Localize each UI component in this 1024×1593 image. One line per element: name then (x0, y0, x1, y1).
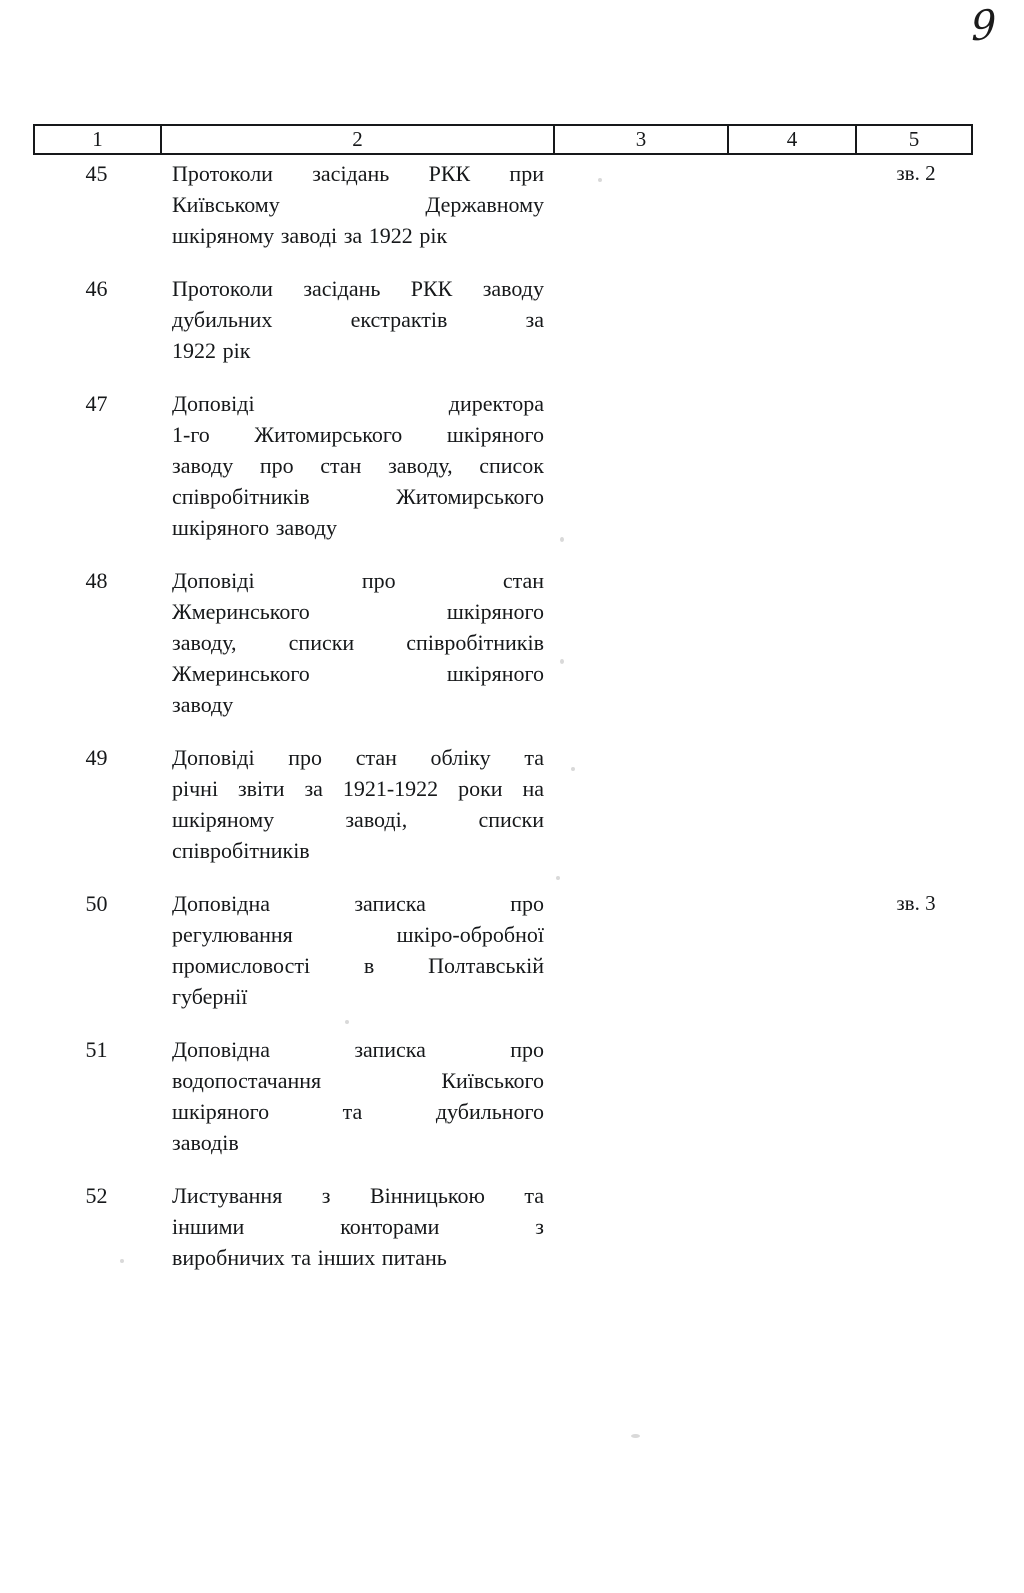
entry-title-word: шкіряного (446, 661, 544, 686)
entry-title-word: записка (354, 1037, 426, 1062)
entry-title-line (172, 689, 544, 720)
inventory-entry (33, 1034, 973, 1158)
entry-title-word: та (342, 1099, 363, 1124)
entry-number: 50 (85, 891, 108, 916)
entry-title-word: звіти (237, 776, 285, 801)
entry-title-line (172, 835, 544, 866)
entry-title-word: рік (222, 338, 251, 363)
entry-title-word: заводу (172, 453, 234, 478)
entry-title-line (172, 1034, 544, 1065)
entry-title-word: Доповідна (172, 1037, 271, 1062)
entry-title-line (172, 565, 544, 596)
entry-title-line (172, 512, 544, 543)
entry-title-word: заводу, (388, 453, 453, 478)
entry-title-line (172, 450, 544, 481)
entry-title-word: записка (354, 891, 426, 916)
entry-title-line (172, 158, 544, 189)
entry-title-word: Житомирського (396, 484, 544, 509)
entry-title-word: стан (502, 568, 544, 593)
entry-title (172, 158, 544, 251)
entry-title-line (172, 220, 544, 251)
entry-title-word: за (525, 307, 544, 332)
entry-title-word: списки (478, 807, 544, 832)
entry-title-word: 1922 (172, 338, 216, 363)
inventory-entry (33, 388, 973, 543)
entry-number: 47 (85, 391, 108, 416)
entry-title-line (172, 1211, 544, 1242)
entry-title-word: про (361, 568, 396, 593)
entry-title-word: річні (172, 776, 219, 801)
entry-number: 51 (85, 1037, 108, 1062)
entry-title-word: Листування (172, 1183, 283, 1208)
entry-title-word: шкіряного (446, 599, 544, 624)
entry-title-word: співробітників (172, 838, 310, 863)
entry-title-word: заводу (172, 692, 234, 717)
entry-title-word: інших (317, 1245, 376, 1270)
entry-title-word: заводі, (345, 807, 408, 832)
entry-title-word: з (535, 1214, 544, 1239)
entry-title (172, 565, 544, 720)
entry-title-word: Жмеринського (172, 661, 310, 686)
entry-title-line (172, 1180, 544, 1211)
entry-title-line (172, 919, 544, 950)
entry-title-line (172, 627, 544, 658)
entry-title-word: Протоколи (172, 161, 273, 186)
entry-title-word: про (288, 745, 323, 770)
entry-title-line (172, 1127, 544, 1158)
entry-title-word: Доповіді (172, 391, 255, 416)
entry-title-word: Київського (441, 1068, 544, 1093)
inventory-entry (33, 565, 973, 720)
entry-title-word: список (479, 453, 544, 478)
entry-title-word: та (524, 745, 544, 770)
entry-number: 48 (85, 568, 108, 593)
entry-number: 46 (85, 276, 108, 301)
entry-title-line (172, 388, 544, 419)
entry-note: зв. 2 (896, 161, 936, 185)
entry-title-word: Доповідна (172, 891, 271, 916)
scan-speck (345, 1020, 349, 1024)
scan-speck (571, 767, 575, 771)
entry-title-word: за (343, 223, 363, 248)
entry-title-word: стан (355, 745, 397, 770)
entry-title-word: співробітників (172, 484, 310, 509)
entry-title-word: регулювання (172, 922, 293, 947)
entry-title-line (172, 742, 544, 773)
entry-title-word: обліку (430, 745, 491, 770)
inventory-entry (33, 888, 973, 1012)
entry-title-word: губернії (172, 984, 248, 1009)
entry-title-word: іншими (172, 1214, 245, 1239)
entry-title-word: шкіряного (172, 1099, 270, 1124)
entry-number: 52 (85, 1183, 108, 1208)
inventory-entry (33, 742, 973, 866)
entry-title-word: списки (288, 630, 355, 655)
column-number-cell-2: 2 (162, 126, 555, 153)
entry-title-word: та (291, 1245, 311, 1270)
entry-title-word: Полтавській (428, 953, 544, 978)
entry-title-word: Доповіді (172, 568, 255, 593)
folio-number: 9 (970, 1, 997, 51)
entry-title-word: рік (419, 223, 448, 248)
entry-title-word: заводу, (172, 630, 237, 655)
entry-title-word: Житомирського (254, 422, 403, 447)
entry-title-word: за (304, 776, 323, 801)
entry-title-line (172, 1242, 544, 1273)
column-number-header-row (33, 124, 973, 155)
entry-title (172, 888, 544, 1012)
entry-title-line (172, 189, 544, 220)
entry-title-line (172, 804, 544, 835)
entry-title-word: співробітників (406, 630, 544, 655)
entry-title-word: в (363, 953, 375, 978)
entry-title-word: заводу (482, 276, 544, 301)
entry-title-word: стан (320, 453, 362, 478)
entry-title-word: з (321, 1183, 331, 1208)
entry-title-word: Жмеринського (172, 599, 310, 624)
inventory-entry (33, 158, 973, 251)
entry-title-word: РКК (428, 161, 471, 186)
entry-title-word: шкіряному (172, 223, 275, 248)
entry-title-line (172, 773, 544, 804)
scan-speck (120, 1259, 124, 1263)
scan-speck (560, 537, 564, 542)
entry-title-word: Державному (425, 192, 544, 217)
entry-title-word: про (259, 453, 294, 478)
entry-title-word: 1922 (368, 223, 413, 248)
scan-speck (556, 876, 560, 880)
entry-title-word: РКК (410, 276, 453, 301)
entry-number: 45 (85, 161, 108, 186)
entry-title-word: засідань (303, 276, 381, 301)
entry-title-word: про (510, 1037, 544, 1062)
entry-title-word: 1921-1922 (342, 776, 439, 801)
entry-title-line (172, 950, 544, 981)
entry-title-word: при (509, 161, 544, 186)
entry-title-line (172, 304, 544, 335)
entry-title-word: конторами (340, 1214, 440, 1239)
entry-title-word: директора (448, 391, 544, 416)
entry-title-word: засідань (312, 161, 390, 186)
entry-title-word: роки (458, 776, 503, 801)
entry-title-word: на (522, 776, 544, 801)
entry-title-word: шкіряному (172, 807, 275, 832)
entry-title (172, 1180, 544, 1273)
entry-title-word: дубильного (435, 1099, 544, 1124)
entry-title-line (172, 481, 544, 512)
entry-title-word: дубильних (172, 307, 273, 332)
entry-title-word: виробничих (172, 1245, 285, 1270)
entry-title-line (172, 888, 544, 919)
scan-speck (598, 178, 602, 182)
entry-title-word: Вінницькою (369, 1183, 485, 1208)
entry-title-line (172, 596, 544, 627)
entry-title (172, 742, 544, 866)
entry-title-word: заводів (172, 1130, 239, 1155)
entry-title-word: Доповіді (172, 745, 255, 770)
entry-title-line (172, 981, 544, 1012)
entry-title-word: 1-го (172, 422, 210, 447)
entry-title-word: шкіряного (446, 422, 544, 447)
entry-title-word: та (524, 1183, 544, 1208)
entry-title-word: питань (381, 1245, 447, 1270)
entry-title-word: про (510, 891, 544, 916)
entry-title-word: Протоколи (172, 276, 273, 301)
entry-title-line (172, 1096, 544, 1127)
entry-title-word: екстрактів (350, 307, 448, 332)
entry-title-word: заводу (275, 515, 337, 540)
column-number-cell-3: 3 (555, 126, 729, 153)
entry-number: 49 (85, 745, 108, 770)
entry-note: зв. 3 (896, 891, 936, 915)
column-number-cell-4: 4 (729, 126, 857, 153)
entry-title-word: промисловості (172, 953, 311, 978)
inventory-entry-list (33, 158, 973, 1295)
entry-title (172, 273, 544, 366)
entry-title-line (172, 273, 544, 304)
column-number-cell-5: 5 (908, 127, 920, 151)
entry-title-line (172, 419, 544, 450)
entry-title-line (172, 658, 544, 689)
entry-title (172, 388, 544, 543)
inventory-entry (33, 1180, 973, 1273)
entry-title-line (172, 335, 544, 366)
entry-title (172, 1034, 544, 1158)
entry-title-line (172, 1065, 544, 1096)
entry-title-word: шкіро-обробної (396, 922, 544, 947)
entry-title-word: водопостачання (172, 1068, 322, 1093)
scan-speck (631, 1434, 640, 1438)
scan-speck (560, 659, 564, 664)
column-number-cell-1: 1 (35, 126, 162, 153)
inventory-entry (33, 273, 973, 366)
entry-title-word: Київському (172, 192, 280, 217)
entry-title-word: шкіряного (172, 515, 270, 540)
entry-title-word: заводі (280, 223, 338, 248)
